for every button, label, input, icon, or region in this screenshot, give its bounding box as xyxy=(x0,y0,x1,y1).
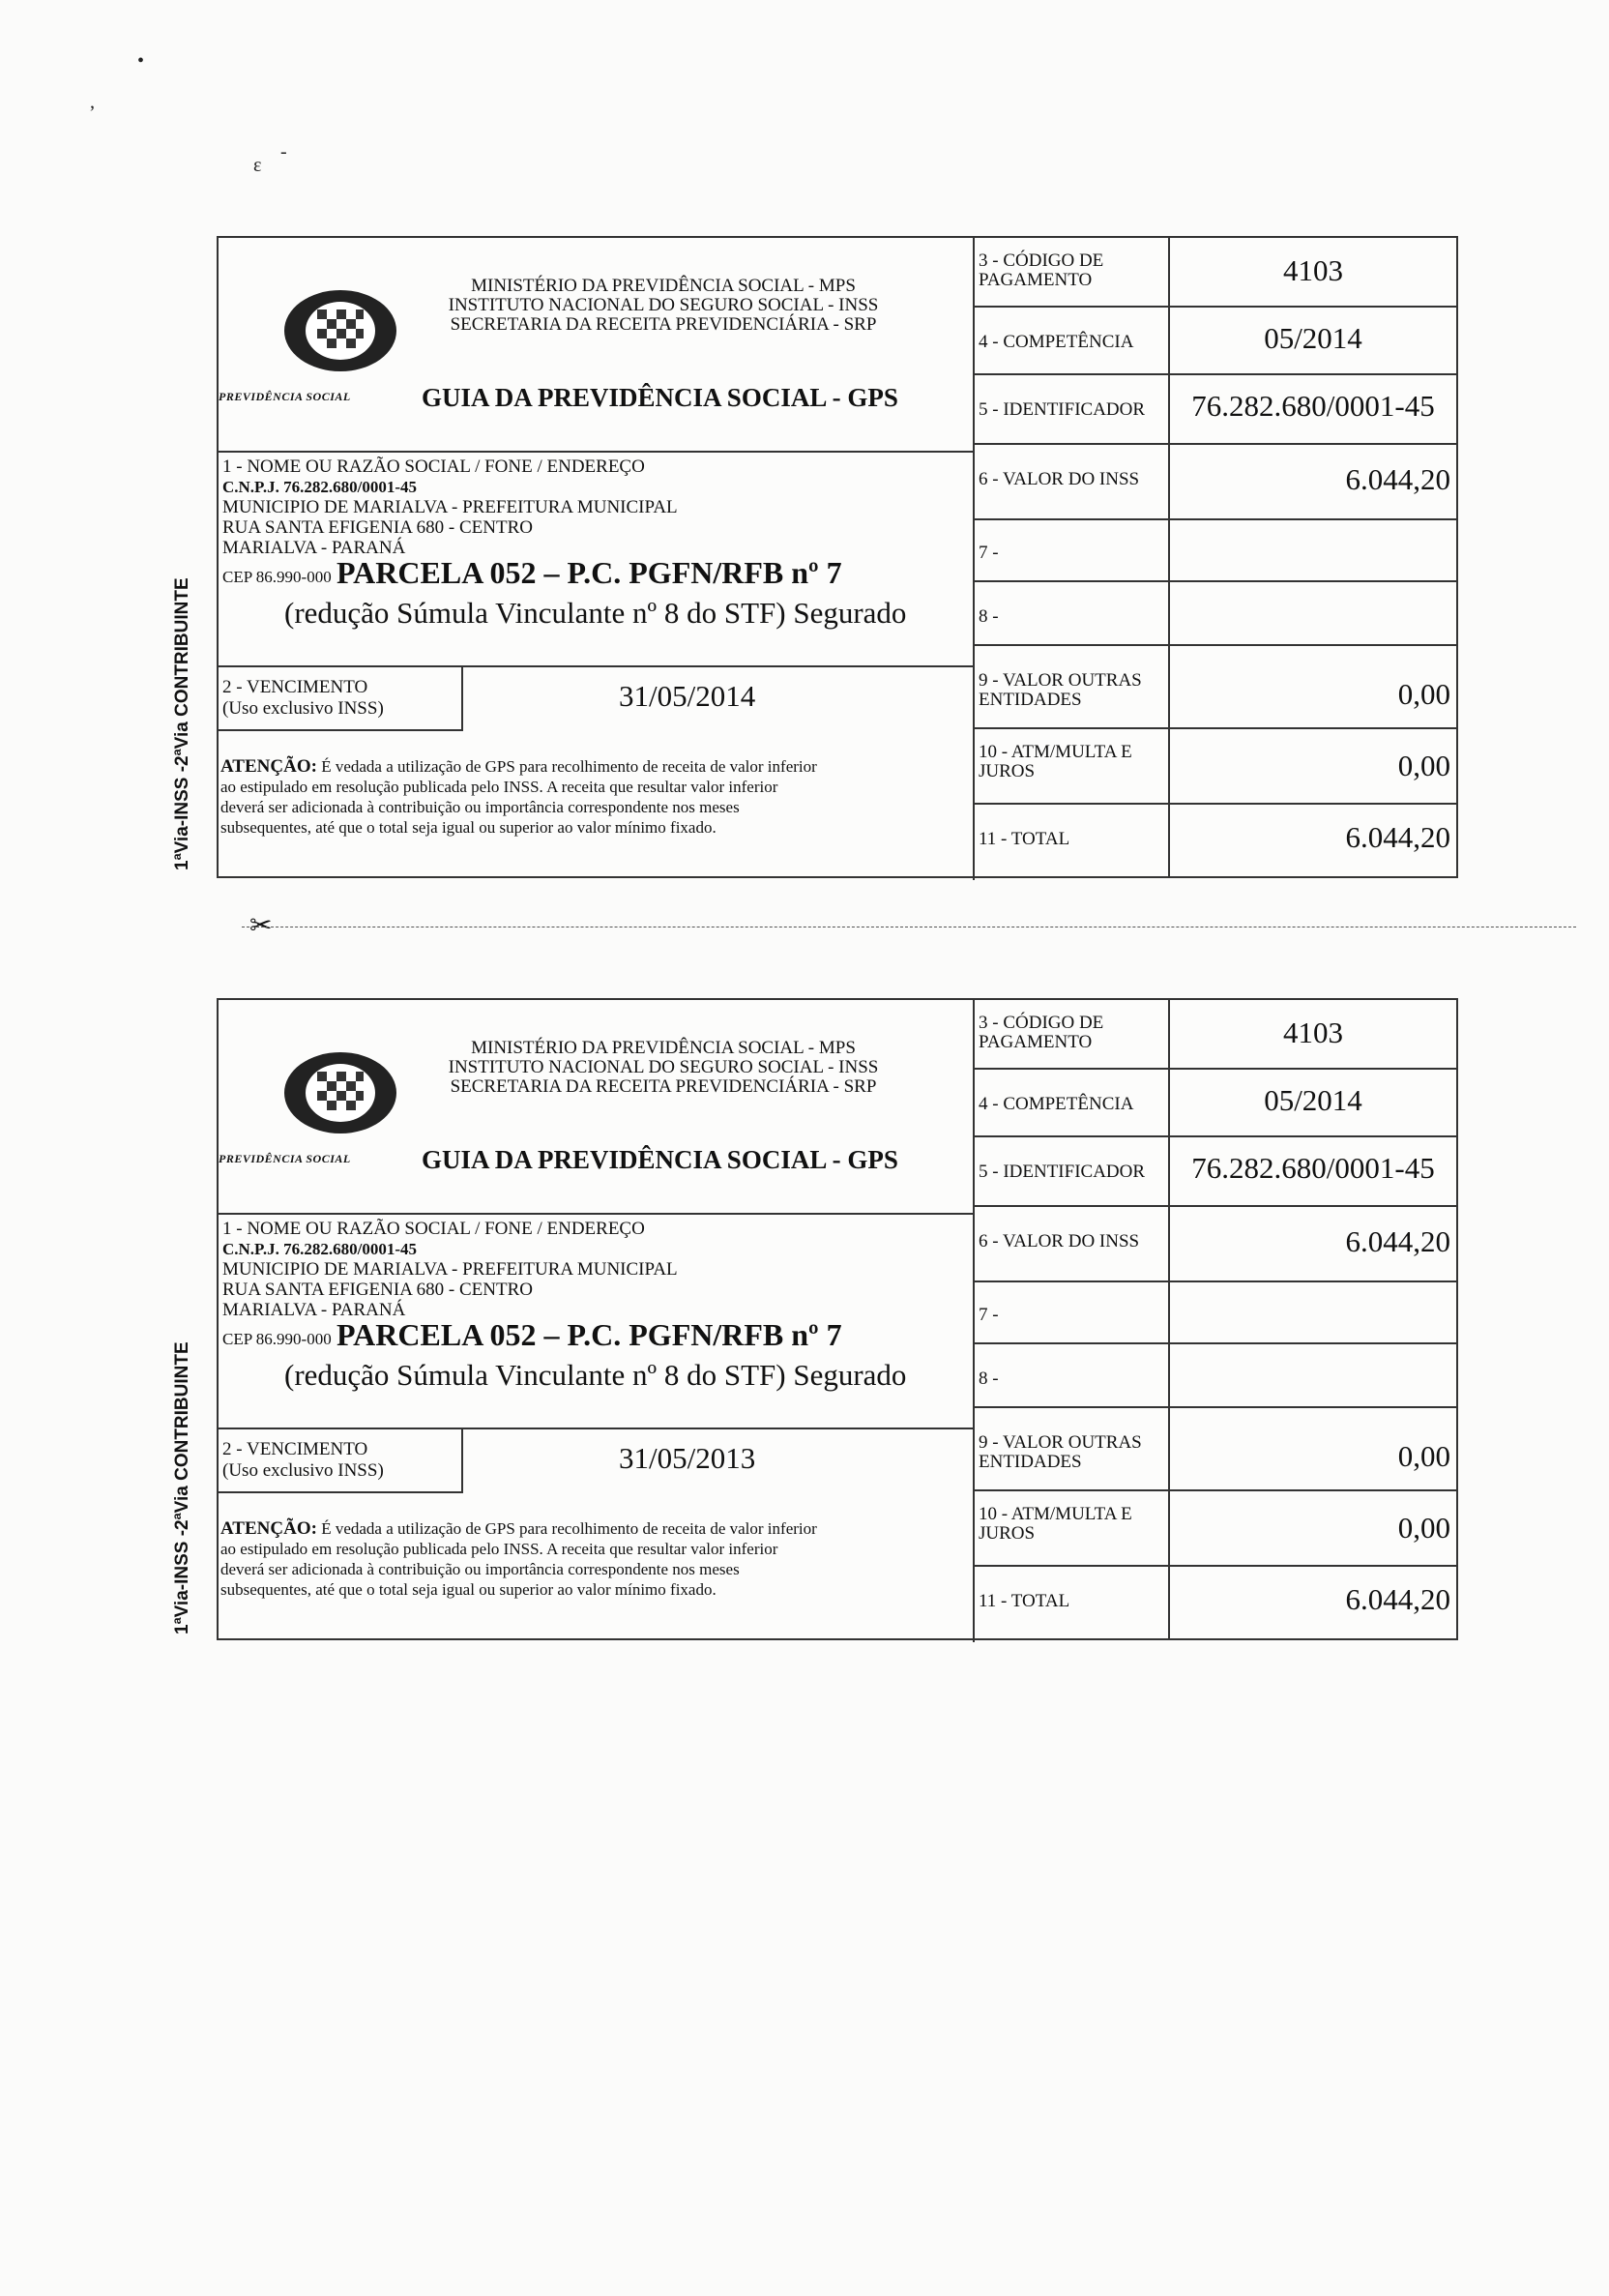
scan-mark: • xyxy=(137,50,145,72)
reducao-text: (redução Súmula Vinculante nº 8 do STF) Segurado xyxy=(284,1358,907,1392)
cep-text: CEP 86.990-000 xyxy=(222,1330,332,1348)
address-line: MUNICIPIO DE MARIALVA - PREFEITURA MUNICIPAL xyxy=(222,1259,678,1280)
gps-form xyxy=(217,998,1458,1640)
values-column xyxy=(973,1000,1458,1642)
atencao-notice xyxy=(220,1518,955,1600)
field-label: 1 - NOME OU RAZÃO SOCIAL / FONE / ENDEREÇO xyxy=(222,456,645,477)
multa-juros-value: 0,00 xyxy=(1397,749,1450,782)
field-9-label: 9 - VALOR OUTRAS xyxy=(979,670,1142,691)
ministry-line: INSTITUTO NACIONAL DO SEGURO SOCIAL - INSS xyxy=(448,295,879,315)
valor-inss-value: 6.044,20 xyxy=(1345,1224,1450,1258)
vencimento-value: 31/05/2013 xyxy=(619,1441,756,1475)
address-line: RUA SANTA EFIGENIA 680 - CENTRO xyxy=(222,517,533,538)
atencao-line: É vedada a utilização de GPS para recolhimento de receita de valor inferior xyxy=(316,1519,817,1538)
field-3-sublabel: PAGAMENTO xyxy=(979,270,1093,290)
atencao-label: ATENÇÃO: xyxy=(220,1518,317,1539)
address-line: MARIALVA - PARANÁ xyxy=(222,1300,406,1320)
field-11-label: 11 - TOTAL xyxy=(979,829,1070,849)
atencao-line: ao estipulado em resolução publicada pelo INSS. A receita que resultar valor inferior xyxy=(220,778,778,796)
vencimento-sublabel: (Uso exclusivo INSS) xyxy=(222,1460,384,1481)
field-10-label: 10 - ATM/MULTA E xyxy=(979,742,1132,762)
field-8-label: 8 - xyxy=(979,606,999,627)
field-10-sublabel: JUROS xyxy=(979,761,1036,781)
logo-text: PREVIDÊNCIA SOCIAL xyxy=(219,390,351,403)
outras-entidades-value: 0,00 xyxy=(1397,677,1450,711)
side-label: 1ªVia-INSS -2ªVia CONTRIBUINTE xyxy=(172,577,192,870)
field-4-label: 4 - COMPETÊNCIA xyxy=(979,1094,1134,1114)
field-3-label: 3 - CÓDIGO DE xyxy=(979,250,1104,271)
atencao-line: subsequentes, até que o total seja igual ou superior ao valor mínimo fixado. xyxy=(220,818,717,837)
identificador-value: 76.282.680/0001-45 xyxy=(1191,1151,1435,1185)
ministry-header xyxy=(412,1039,915,1097)
logo-text: PREVIDÊNCIA SOCIAL xyxy=(219,1152,351,1165)
address-line: MUNICIPIO DE MARIALVA - PREFEITURA MUNICIPAL xyxy=(222,497,678,517)
valor-inss-value: 6.044,20 xyxy=(1345,462,1450,496)
ministry-line: INSTITUTO NACIONAL DO SEGURO SOCIAL - INSS xyxy=(448,1057,879,1077)
ministry-header xyxy=(412,277,915,335)
form-title: GUIA DA PREVIDÊNCIA SOCIAL - GPS xyxy=(422,1145,898,1174)
field-10-label: 10 - ATM/MULTA E xyxy=(979,1504,1132,1524)
ministry-line: MINISTÉRIO DA PREVIDÊNCIA SOCIAL - MPS xyxy=(471,1038,856,1058)
scissors-icon: ✂ xyxy=(249,909,273,941)
competencia-value: 05/2014 xyxy=(1264,1083,1362,1117)
parcela-text: PARCELA 052 – P.C. PGFN/RFB nº 7 xyxy=(336,1317,842,1352)
previdencia-logo-icon xyxy=(282,284,398,377)
field-7-label: 7 - xyxy=(979,543,999,563)
atencao-notice xyxy=(220,756,955,838)
atencao-label: ATENÇÃO: xyxy=(220,756,317,777)
field-3-sublabel: PAGAMENTO xyxy=(979,1032,1093,1052)
field-6-label: 6 - VALOR DO INSS xyxy=(979,469,1140,489)
form-header xyxy=(219,1000,973,1215)
atencao-line: subsequentes, até que o total seja igual ou superior ao valor mínimo fixado. xyxy=(220,1580,717,1599)
field-1-contribuinte xyxy=(219,1215,973,1429)
field-3-label: 3 - CÓDIGO DE xyxy=(979,1013,1104,1033)
atencao-line: deverá ser adicionada à contribuição ou importância correspondente nos meses xyxy=(220,1560,740,1578)
reducao-text: (redução Súmula Vinculante nº 8 do STF) Segurado xyxy=(284,596,907,630)
field-9-sublabel: ENTIDADES xyxy=(979,690,1082,710)
cep-text: CEP 86.990-000 xyxy=(222,568,332,586)
field-4-label: 4 - COMPETÊNCIA xyxy=(979,332,1134,352)
atencao-line: ao estipulado em resolução publicada pelo INSS. A receita que resultar valor inferior xyxy=(220,1540,778,1558)
ministry-line: SECRETARIA DA RECEITA PREVIDENCIÁRIA - SRP xyxy=(450,1076,877,1097)
competencia-value: 05/2014 xyxy=(1264,321,1362,355)
scan-mark: ɛ xyxy=(253,155,262,176)
codigo-pagamento: 4103 xyxy=(1283,253,1343,287)
field-1-contribuinte xyxy=(219,453,973,667)
vencimento-label: 2 - VENCIMENTO xyxy=(222,1439,368,1459)
field-label: 1 - NOME OU RAZÃO SOCIAL / FONE / ENDEREÇO xyxy=(222,1219,645,1239)
field-9-sublabel: ENTIDADES xyxy=(979,1452,1082,1472)
form-title: GUIA DA PREVIDÊNCIA SOCIAL - GPS xyxy=(422,383,898,412)
field-8-label: 8 - xyxy=(979,1369,999,1389)
ministry-line: MINISTÉRIO DA PREVIDÊNCIA SOCIAL - MPS xyxy=(471,276,856,296)
atencao-line: É vedada a utilização de GPS para recolhimento de receita de valor inferior xyxy=(316,757,817,776)
cnpj-text: C.N.P.J. 76.282.680/0001-45 xyxy=(222,478,418,496)
cnpj-text: C.N.P.J. 76.282.680/0001-45 xyxy=(222,1240,418,1258)
identificador-value: 76.282.680/0001-45 xyxy=(1191,389,1435,423)
outras-entidades-value: 0,00 xyxy=(1397,1439,1450,1473)
field-5-label: 5 - IDENTIFICADOR xyxy=(979,399,1146,420)
atencao-line: deverá ser adicionada à contribuição ou importância correspondente nos meses xyxy=(220,798,740,816)
address-line: MARIALVA - PARANÁ xyxy=(222,538,406,558)
total-value: 6.044,20 xyxy=(1345,820,1450,854)
vencimento-sublabel: (Uso exclusivo INSS) xyxy=(222,698,384,719)
field-10-sublabel: JUROS xyxy=(979,1523,1036,1544)
address-line: RUA SANTA EFIGENIA 680 - CENTRO xyxy=(222,1280,533,1300)
previdencia-logo-icon xyxy=(282,1046,398,1139)
scan-mark: - xyxy=(280,141,287,162)
form-header xyxy=(219,238,973,453)
values-column xyxy=(973,238,1458,880)
codigo-pagamento: 4103 xyxy=(1283,1016,1343,1049)
scan-mark: ʼ xyxy=(89,103,96,124)
field-6-label: 6 - VALOR DO INSS xyxy=(979,1231,1140,1251)
field-9-label: 9 - VALOR OUTRAS xyxy=(979,1432,1142,1453)
field-5-label: 5 - IDENTIFICADOR xyxy=(979,1162,1146,1182)
gps-form xyxy=(217,236,1458,878)
parcela-text: PARCELA 052 – P.C. PGFN/RFB nº 7 xyxy=(336,555,842,590)
side-label: 1ªVia-INSS -2ªVia CONTRIBUINTE xyxy=(172,1341,192,1634)
field-11-label: 11 - TOTAL xyxy=(979,1591,1070,1611)
field-7-label: 7 - xyxy=(979,1305,999,1325)
ministry-line: SECRETARIA DA RECEITA PREVIDENCIÁRIA - SRP xyxy=(450,314,877,335)
total-value: 6.044,20 xyxy=(1345,1582,1450,1616)
vencimento-label: 2 - VENCIMENTO xyxy=(222,677,368,697)
multa-juros-value: 0,00 xyxy=(1397,1511,1450,1545)
vencimento-value: 31/05/2014 xyxy=(619,679,756,713)
